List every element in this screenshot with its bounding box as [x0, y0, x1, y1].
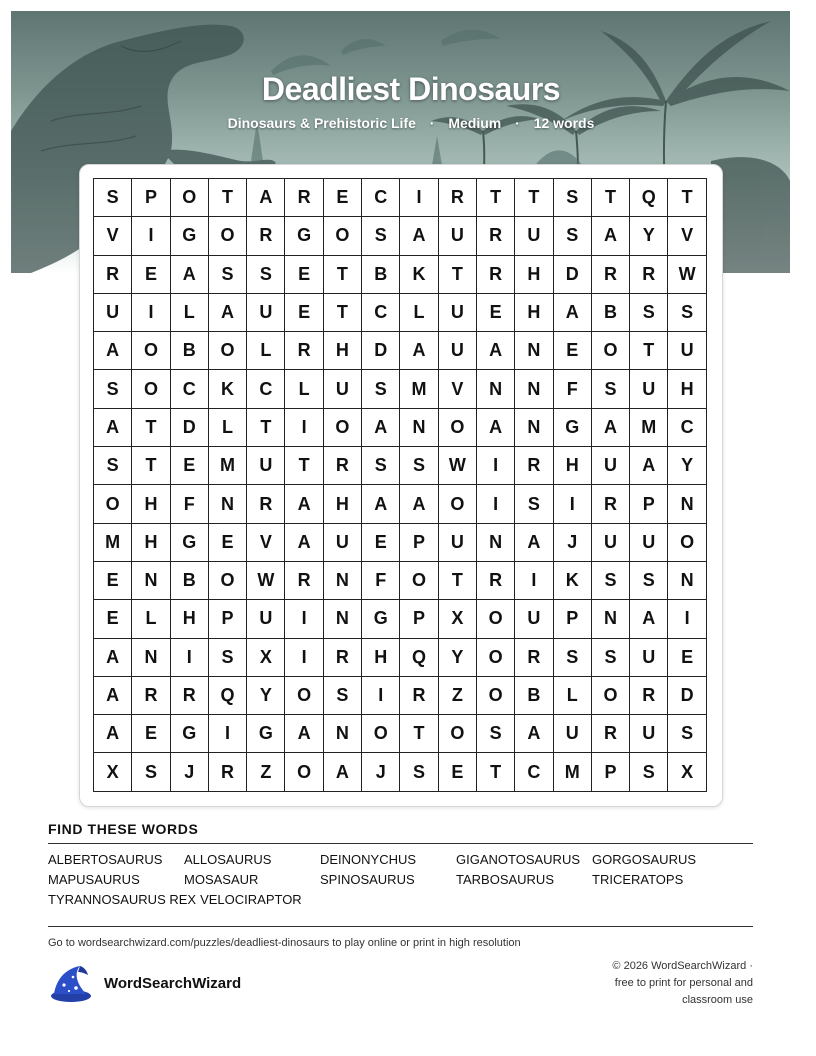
word-list-item: MAPUSAURUS	[48, 872, 140, 887]
grid-cell: U	[94, 294, 132, 332]
grid-cell: U	[592, 524, 630, 562]
grid-cell: E	[554, 332, 592, 370]
grid-cell: R	[477, 256, 515, 294]
grid-cell: K	[554, 562, 592, 600]
grid-cell: X	[439, 600, 477, 638]
grid-cell: F	[554, 370, 592, 408]
grid-cell: I	[554, 485, 592, 523]
grid-cell: N	[324, 600, 362, 638]
grid-cell: S	[400, 447, 438, 485]
grid-cell: A	[94, 639, 132, 677]
grid-cell: N	[515, 409, 553, 447]
grid-cell: B	[592, 294, 630, 332]
grid-cell: E	[94, 600, 132, 638]
grid-cell: R	[439, 179, 477, 217]
grid-cell: A	[94, 677, 132, 715]
grid-cell: A	[94, 409, 132, 447]
grid-cell: U	[630, 370, 668, 408]
grid-cell: T	[132, 409, 170, 447]
word-list-item: ALBERTOSAURUS	[48, 852, 163, 867]
grid-cell: R	[515, 639, 553, 677]
grid-cell: D	[171, 409, 209, 447]
grid-cell: R	[592, 485, 630, 523]
word-list-item: SPINOSAURUS	[320, 872, 415, 887]
grid-cell: P	[554, 600, 592, 638]
grid-cell: S	[592, 370, 630, 408]
grid-cell: K	[209, 370, 247, 408]
grid-cell: N	[592, 600, 630, 638]
difficulty-label: Medium	[448, 115, 502, 131]
grid-cell: S	[94, 370, 132, 408]
grid-cell: R	[477, 562, 515, 600]
grid-cell: J	[171, 753, 209, 791]
grid-cell: X	[94, 753, 132, 791]
grid-cell: I	[285, 409, 323, 447]
grid-cell: S	[515, 485, 553, 523]
grid-cell: E	[209, 524, 247, 562]
grid-cell: T	[132, 447, 170, 485]
grid-cell: M	[209, 447, 247, 485]
grid-cell: H	[171, 600, 209, 638]
grid-cell: U	[439, 332, 477, 370]
grid-cell: L	[209, 409, 247, 447]
grid-cell: E	[668, 639, 706, 677]
grid-cell: J	[554, 524, 592, 562]
grid-cell: G	[554, 409, 592, 447]
divider	[48, 926, 753, 927]
grid-cell: O	[439, 485, 477, 523]
grid-cell: N	[132, 562, 170, 600]
grid-cell: P	[400, 600, 438, 638]
grid-cell: S	[400, 753, 438, 791]
grid-cell: A	[285, 485, 323, 523]
grid-cell: R	[171, 677, 209, 715]
grid-cell: O	[209, 562, 247, 600]
grid-cell: I	[171, 639, 209, 677]
grid-cell: L	[285, 370, 323, 408]
grid-cell: E	[439, 753, 477, 791]
grid-cell: T	[630, 332, 668, 370]
footer-link-text[interactable]: Go to wordsearchwizard.com/puzzles/deadliest-dinosaurs to play online or print in high resolution	[48, 937, 521, 949]
grid-cell: M	[554, 753, 592, 791]
grid-cell: A	[515, 524, 553, 562]
word-list-item: MOSASAUR	[184, 872, 259, 887]
grid-cell: X	[247, 639, 285, 677]
grid-cell: V	[439, 370, 477, 408]
brand-name: WordSearchWizard	[104, 974, 242, 992]
grid-cell: E	[132, 715, 170, 753]
grid-cell: N	[668, 485, 706, 523]
grid-cell: U	[439, 294, 477, 332]
grid-cell: R	[400, 677, 438, 715]
grid-cell: A	[400, 217, 438, 255]
grid-cell: O	[668, 524, 706, 562]
grid-cell: S	[209, 639, 247, 677]
grid-cell: U	[247, 600, 285, 638]
grid-cell: I	[362, 677, 400, 715]
grid-cell: O	[592, 677, 630, 715]
brand[interactable]	[46, 963, 241, 1003]
grid-cell: S	[592, 562, 630, 600]
grid-cell: P	[209, 600, 247, 638]
grid-cell: O	[171, 179, 209, 217]
grid-cell: S	[94, 447, 132, 485]
grid-cell: P	[630, 485, 668, 523]
copyright-line: © 2026 WordSearchWizard ·	[612, 960, 753, 972]
grid-cell: H	[132, 524, 170, 562]
grid-cell: A	[400, 485, 438, 523]
grid-cell: Q	[400, 639, 438, 677]
grid-cell: C	[362, 294, 400, 332]
grid-cell: T	[515, 179, 553, 217]
grid-cell: L	[400, 294, 438, 332]
grid-cell: H	[668, 370, 706, 408]
grid-cell: C	[362, 179, 400, 217]
grid-cell: A	[400, 332, 438, 370]
grid-cell: I	[400, 179, 438, 217]
grid-cell: M	[630, 409, 668, 447]
grid-cell: R	[285, 332, 323, 370]
grid-cell: N	[515, 370, 553, 408]
grid-cell: Y	[247, 677, 285, 715]
grid-cell: E	[285, 256, 323, 294]
grid-cell: L	[132, 600, 170, 638]
grid-cell: S	[554, 217, 592, 255]
grid-cell: U	[630, 715, 668, 753]
grid-cell: Y	[439, 639, 477, 677]
grid-cell: H	[132, 485, 170, 523]
grid-cell: W	[439, 447, 477, 485]
grid-cell: B	[171, 332, 209, 370]
grid-cell: O	[324, 409, 362, 447]
grid-cell: N	[400, 409, 438, 447]
grid-cell: I	[515, 562, 553, 600]
word-list-item: GORGOSAURUS	[592, 852, 697, 867]
grid-cell: O	[477, 677, 515, 715]
grid-cell: N	[132, 639, 170, 677]
word-list-item: ALLOSAURUS	[184, 852, 272, 867]
grid-cell: T	[477, 179, 515, 217]
grid-cell: U	[668, 332, 706, 370]
grid-cell: R	[592, 256, 630, 294]
grid-cell: A	[94, 332, 132, 370]
grid-cell: E	[362, 524, 400, 562]
grid-cell: O	[439, 409, 477, 447]
grid-cell: R	[285, 562, 323, 600]
grid-cell: U	[247, 294, 285, 332]
grid-cell: D	[362, 332, 400, 370]
word-list-heading: FIND THESE WORDS	[48, 821, 199, 837]
grid-cell: O	[439, 715, 477, 753]
grid-cell: O	[132, 370, 170, 408]
grid-cell: W	[247, 562, 285, 600]
grid-cell: U	[324, 370, 362, 408]
word-list-item: GIGANOTOSAURUS	[456, 852, 581, 867]
word-count-label: 12 words	[533, 115, 595, 131]
grid-cell: K	[400, 256, 438, 294]
grid-cell: O	[324, 217, 362, 255]
grid-cell: O	[94, 485, 132, 523]
grid-cell: R	[515, 447, 553, 485]
grid-cell: F	[362, 562, 400, 600]
grid-cell: T	[592, 179, 630, 217]
grid-cell: A	[477, 332, 515, 370]
word-list-item: DEINONYCHUS	[320, 852, 417, 867]
grid-cell: N	[324, 715, 362, 753]
grid-cell: O	[209, 332, 247, 370]
grid-cell: A	[247, 179, 285, 217]
grid-cell: T	[285, 447, 323, 485]
grid-cell: H	[515, 294, 553, 332]
grid-cell: H	[515, 256, 553, 294]
grid-cell: I	[668, 600, 706, 638]
grid-cell: U	[554, 715, 592, 753]
grid-cell: R	[247, 217, 285, 255]
grid-cell: D	[554, 256, 592, 294]
grid-cell: F	[171, 485, 209, 523]
grid-cell: R	[247, 485, 285, 523]
copyright-notice	[553, 958, 753, 1009]
grid-cell: T	[324, 256, 362, 294]
grid-cell: C	[247, 370, 285, 408]
grid-cell: U	[630, 524, 668, 562]
grid-cell: S	[94, 179, 132, 217]
grid-cell: T	[324, 294, 362, 332]
copyright-line: free to print for personal and	[614, 977, 753, 989]
grid-cell: V	[668, 217, 706, 255]
grid-cell: A	[592, 409, 630, 447]
grid-cell: T	[209, 179, 247, 217]
grid-cell: S	[592, 639, 630, 677]
grid-cell: O	[477, 639, 515, 677]
divider	[48, 843, 753, 844]
grid-cell: S	[209, 256, 247, 294]
grid-cell: U	[247, 447, 285, 485]
grid-cell: P	[400, 524, 438, 562]
grid-cell: D	[668, 677, 706, 715]
grid-cell: V	[247, 524, 285, 562]
grid-cell: R	[324, 639, 362, 677]
grid-cell: Y	[668, 447, 706, 485]
grid-cell: A	[94, 715, 132, 753]
separator: ·	[515, 115, 520, 131]
grid-cell: H	[324, 332, 362, 370]
grid-cell: M	[400, 370, 438, 408]
grid-cell: N	[477, 370, 515, 408]
grid-cell: G	[171, 217, 209, 255]
grid-cell: E	[477, 294, 515, 332]
grid-cell: O	[400, 562, 438, 600]
grid-cell: S	[362, 217, 400, 255]
grid-cell: L	[247, 332, 285, 370]
grid-cell: G	[171, 715, 209, 753]
grid-cell: I	[477, 447, 515, 485]
grid-cell: P	[592, 753, 630, 791]
separator: ·	[429, 115, 435, 131]
grid-cell: I	[132, 294, 170, 332]
grid-cell: U	[592, 447, 630, 485]
grid-cell: O	[132, 332, 170, 370]
grid-cell: R	[209, 753, 247, 791]
grid-cell: S	[630, 562, 668, 600]
wizard-hat-icon	[46, 963, 92, 1003]
word-list-item: VELOCIRAPTOR	[200, 892, 302, 907]
grid-cell: E	[132, 256, 170, 294]
grid-cell: N	[668, 562, 706, 600]
grid-cell: R	[324, 447, 362, 485]
grid-cell: T	[439, 256, 477, 294]
grid-cell: L	[171, 294, 209, 332]
grid-cell: A	[630, 600, 668, 638]
grid-cell: A	[630, 447, 668, 485]
grid-cell: H	[324, 485, 362, 523]
grid-cell: I	[132, 217, 170, 255]
word-list-item: TYRANNOSAURUS REX	[48, 892, 197, 907]
grid-cell: I	[209, 715, 247, 753]
grid-cell: N	[324, 562, 362, 600]
grid-cell: T	[439, 562, 477, 600]
grid-cell: C	[171, 370, 209, 408]
grid-cell: J	[362, 753, 400, 791]
grid-cell: W	[668, 256, 706, 294]
grid-cell: A	[285, 715, 323, 753]
grid-cell: R	[477, 217, 515, 255]
grid-cell: A	[285, 524, 323, 562]
grid-cell: N	[477, 524, 515, 562]
grid-cell: O	[285, 753, 323, 791]
grid-cell: U	[515, 600, 553, 638]
grid-cell: A	[362, 485, 400, 523]
word-list-item: TARBOSAURUS	[456, 872, 554, 887]
letter-grid	[93, 178, 707, 792]
grid-cell: Q	[209, 677, 247, 715]
grid-cell: O	[477, 600, 515, 638]
grid-cell: H	[362, 639, 400, 677]
grid-cell: Y	[630, 217, 668, 255]
grid-cell: H	[554, 447, 592, 485]
grid-cell: P	[132, 179, 170, 217]
grid-cell: O	[209, 217, 247, 255]
grid-cell: R	[285, 179, 323, 217]
grid-cell: S	[362, 447, 400, 485]
grid-cell: I	[285, 639, 323, 677]
grid-cell: S	[132, 753, 170, 791]
grid-cell: A	[362, 409, 400, 447]
grid-cell: C	[668, 409, 706, 447]
grid-cell: B	[171, 562, 209, 600]
grid-cell: M	[94, 524, 132, 562]
grid-cell: N	[209, 485, 247, 523]
grid-cell: O	[285, 677, 323, 715]
grid-cell: U	[439, 217, 477, 255]
grid-cell: E	[285, 294, 323, 332]
grid-cell: O	[362, 715, 400, 753]
grid-cell: E	[94, 562, 132, 600]
grid-cell: A	[209, 294, 247, 332]
grid-cell: Q	[630, 179, 668, 217]
grid-cell: T	[668, 179, 706, 217]
grid-cell: R	[94, 256, 132, 294]
grid-cell: A	[515, 715, 553, 753]
grid-cell: R	[132, 677, 170, 715]
word-list	[48, 852, 753, 908]
grid-cell: U	[324, 524, 362, 562]
grid-cell: A	[477, 409, 515, 447]
grid-cell: A	[592, 217, 630, 255]
grid-cell: S	[668, 294, 706, 332]
grid-cell: A	[554, 294, 592, 332]
grid-cell: B	[515, 677, 553, 715]
grid-cell: Z	[439, 677, 477, 715]
grid-cell: S	[630, 294, 668, 332]
grid-cell: R	[630, 256, 668, 294]
category-label: Dinosaurs & Prehistoric Life	[227, 115, 416, 131]
grid-cell: U	[515, 217, 553, 255]
grid-cell: A	[324, 753, 362, 791]
copyright-line: classroom use	[682, 994, 753, 1006]
grid-cell: X	[668, 753, 706, 791]
grid-cell: L	[554, 677, 592, 715]
puzzle-subtitle	[11, 115, 790, 131]
grid-cell: R	[630, 677, 668, 715]
grid-cell: O	[592, 332, 630, 370]
grid-cell: G	[171, 524, 209, 562]
grid-cell: G	[285, 217, 323, 255]
grid-cell: T	[247, 409, 285, 447]
grid-cell: G	[247, 715, 285, 753]
page-title: Deadliest Dinosaurs	[261, 71, 561, 107]
grid-cell: S	[630, 753, 668, 791]
grid-cell: E	[324, 179, 362, 217]
grid-cell: U	[439, 524, 477, 562]
grid-cell: N	[515, 332, 553, 370]
grid-cell: E	[171, 447, 209, 485]
grid-cell: S	[324, 677, 362, 715]
grid-cell: A	[171, 256, 209, 294]
grid-cell: U	[630, 639, 668, 677]
grid-cell: C	[515, 753, 553, 791]
grid-cell: T	[477, 753, 515, 791]
grid-cell: S	[668, 715, 706, 753]
grid-cell: B	[362, 256, 400, 294]
grid-cell: S	[477, 715, 515, 753]
grid-cell: Z	[247, 753, 285, 791]
grid-cell: T	[400, 715, 438, 753]
grid-cell: R	[592, 715, 630, 753]
word-list-item: TRICERATOPS	[592, 872, 684, 887]
grid-cell: V	[94, 217, 132, 255]
grid-cell: S	[247, 256, 285, 294]
grid-cell: I	[477, 485, 515, 523]
grid-cell: S	[362, 370, 400, 408]
grid-cell: S	[554, 179, 592, 217]
grid-cell: S	[554, 639, 592, 677]
grid-cell: G	[362, 600, 400, 638]
grid-cell: I	[285, 600, 323, 638]
